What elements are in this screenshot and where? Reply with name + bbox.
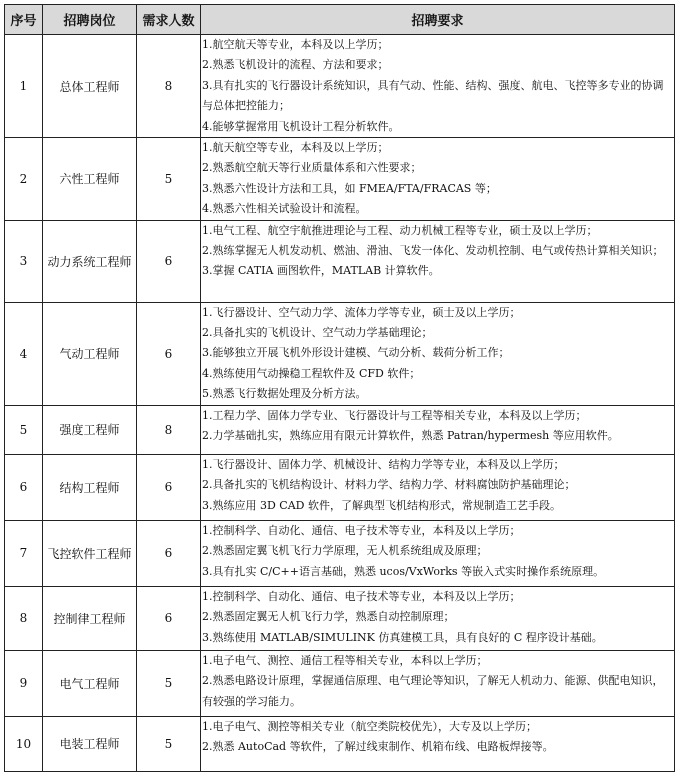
position-name: 控制律工程师 — [43, 586, 137, 650]
headcount: 5 — [137, 138, 201, 221]
header-position: 招聘岗位 — [43, 5, 137, 35]
table-row — [5, 405, 675, 454]
row-number: 1 — [5, 35, 43, 138]
position-name: 强度工程师 — [43, 405, 137, 454]
requirement-line: 1.航空航天等专业，本科及以上学历； — [202, 38, 389, 51]
requirement-line: 2.具备扎实的飞机设计、空气动力学基础理论； — [202, 326, 433, 340]
row-number: 5 — [5, 405, 43, 454]
requirement-line: 5.熟悉飞行数据处理及分析方法。 — [202, 387, 367, 401]
requirements — [201, 302, 675, 405]
headcount: 6 — [137, 302, 201, 405]
table-row — [5, 138, 675, 221]
requirements — [201, 454, 675, 520]
requirements — [201, 405, 675, 454]
position-name: 动力系统工程师 — [43, 220, 137, 302]
requirement-line: 2.具备扎实的飞机结构设计、材料力学、结构力学、材料腐蚀防护基础理论； — [202, 478, 576, 492]
headcount: 8 — [137, 35, 201, 138]
position-name: 六性工程师 — [43, 138, 137, 221]
requirement-line: 1.控制科学、自动化、通信、电子技术等专业，本科及以上学历； — [202, 589, 521, 603]
requirements — [201, 520, 675, 586]
position-name: 结构工程师 — [43, 454, 137, 520]
requirement-line: 1.电子电气、测控等相关专业（航空类院校优先），大专及以上学历； — [202, 719, 537, 733]
row-number: 10 — [5, 716, 43, 771]
headcount: 5 — [137, 650, 201, 716]
requirements — [201, 220, 675, 302]
headcount: 6 — [137, 520, 201, 586]
requirement-line: 2.熟悉固定翼无人机飞行力学，熟悉自动控制原理； — [202, 610, 455, 624]
requirement-line: 1.工程力学、固体力学专业、飞行器设计与工程等相关专业，本科及以上学历； — [202, 408, 587, 422]
requirement-line: 1.飞行器设计、空气动力学、流体力学等专业，硕士及以上学历； — [202, 305, 521, 319]
position-name: 电装工程师 — [43, 716, 137, 771]
requirement-line: 3.具有扎实的飞行器设计系统知识，具有气动、性能、结构、强度、航电、飞控等多专业的协调与总体把控能力； — [202, 78, 664, 113]
requirement-line: 4.熟练使用气动操稳工程软件及 CFD 软件； — [202, 366, 421, 380]
requirement-line: 1.控制科学、自动化、通信、电子技术等专业，本科及以上学历； — [202, 523, 521, 537]
headcount: 6 — [137, 220, 201, 302]
requirements — [201, 716, 675, 771]
requirement-line: 3.具有扎实 C/C++语言基础，熟悉 ucos/VxWorks 等嵌入式实时操作系统原理。 — [202, 564, 605, 578]
headcount: 5 — [137, 716, 201, 771]
requirement-line: 3.熟练应用 3D CAD 软件，了解典型飞机结构形式，常规制造工艺手段。 — [202, 498, 561, 512]
row-number: 3 — [5, 220, 43, 302]
position-name: 电气工程师 — [43, 650, 137, 716]
position-name: 气动工程师 — [43, 302, 137, 405]
requirement-line: 1.电气工程、航空宇航推进理论与工程、动力机械工程等专业，硕士及以上学历； — [202, 223, 598, 237]
requirement-line: 3.熟练使用 MATLAB/SIMULINK 仿真建模工具，具有良好的 C 程序设计基础。 — [202, 630, 603, 644]
requirement-line: 2.熟练掌握无人机发动机、燃油、滑油、飞发一体化、发动机控制、电气或传热计算相关知识； — [202, 244, 664, 258]
requirements — [201, 586, 675, 650]
row-number: 4 — [5, 302, 43, 405]
requirement-line: 2.熟悉 AutoCad 等软件，了解过线束制作、机箱布线、电路板焊接等。 — [202, 740, 554, 754]
requirement-line: 4.熟悉六性相关试验设计和流程。 — [202, 202, 367, 216]
requirement-line: 2.熟悉飞机设计的流程、方法和要求； — [202, 58, 389, 72]
header-no: 序号 — [5, 5, 43, 35]
row-number: 2 — [5, 138, 43, 221]
requirement-line: 3.掌握 CATIA 画图软件，MATLAB 计算软件。 — [202, 264, 440, 278]
headcount: 6 — [137, 586, 201, 650]
requirement-line: 4.能够掌握常用飞机设计工程分析软件。 — [202, 119, 400, 133]
table-row — [5, 520, 675, 586]
requirement-line: 2.熟悉固定翼飞机飞行力学原理，无人机系统组成及原理； — [202, 544, 488, 558]
position-name: 飞控软件工程师 — [43, 520, 137, 586]
table-row — [5, 302, 675, 405]
requirements — [201, 35, 675, 138]
table-row — [5, 716, 675, 771]
table-row — [5, 35, 675, 138]
table-row — [5, 586, 675, 650]
headcount: 6 — [137, 454, 201, 520]
row-number: 9 — [5, 650, 43, 716]
header-requirements: 招聘要求 — [201, 5, 675, 35]
header-row — [5, 5, 675, 35]
requirement-line: 3.能够独立开展飞机外形设计建模、气动分析、载荷分析工作； — [202, 346, 510, 360]
row-number: 6 — [5, 454, 43, 520]
requirements — [201, 650, 675, 716]
requirement-line: 1.飞行器设计、固体力学、机械设计、结构力学等专业，本科及以上学历； — [202, 457, 565, 471]
table-row — [5, 454, 675, 520]
recruitment-table — [4, 4, 675, 772]
table-row — [5, 220, 675, 302]
requirement-line: 1.航天航空等专业，本科及以上学历； — [202, 141, 389, 155]
requirement-line: 3.熟悉六性设计方法和工具，如 FMEA/FTA/FRACAS 等； — [202, 181, 497, 195]
row-number: 8 — [5, 586, 43, 650]
header-count: 需求人数 — [137, 5, 201, 35]
requirement-line: 1.电子电气、测控、通信工程等相关专业，本科以上学历； — [202, 653, 488, 667]
requirement-line: 2.熟悉航空航天等行业质量体系和六性要求； — [202, 161, 422, 175]
table-row — [5, 650, 675, 716]
position-name: 总体工程师 — [43, 35, 137, 138]
headcount: 8 — [137, 405, 201, 454]
row-number: 7 — [5, 520, 43, 586]
requirement-line: 2.力学基础扎实，熟练应用有限元计算软件，熟悉 Patran/hypermesh 等应用软件。 — [202, 429, 619, 443]
requirements — [201, 138, 675, 221]
requirement-line: 2.熟悉电路设计原理，掌握通信原理、电气理论等知识，了解无人机动力、能源、供配电知识，有较强的学习能力。 — [202, 674, 664, 708]
